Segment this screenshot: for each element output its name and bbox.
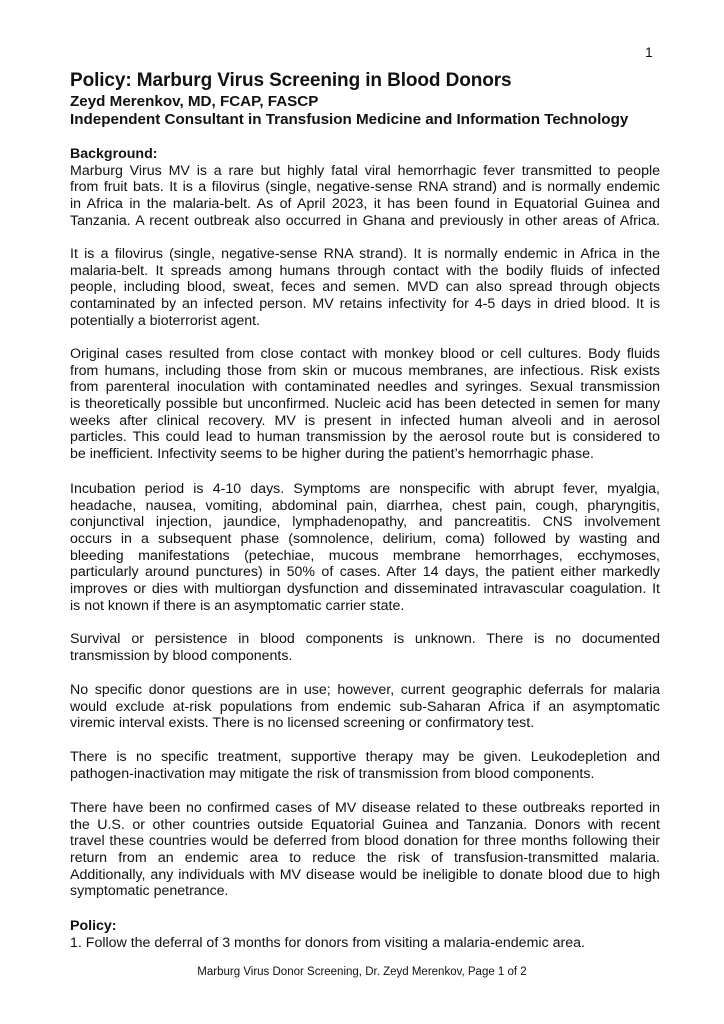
background-section (70, 146, 660, 229)
paragraph-original-cases (70, 346, 660, 463)
text-line: weeks after clinical recovery. MV is present in infected human alveoli and in aerosol (70, 412, 660, 429)
text-line: travel these countries would be deferred from blood donation for three months following their (70, 833, 660, 850)
text-line: would exclude at-risk populations from endemic sub-Saharan Africa if an asymptomatic (70, 698, 660, 715)
page-footer: Marburg Virus Donor Screening, Dr. Zeyd Merenkov, Page 1 of 2 (197, 966, 527, 978)
text-line: malaria-belt. It spreads among humans through contact with the bodily fluids of infected (70, 262, 660, 279)
policy-item: 1. Follow the deferral of 3 months for donors from visiting a malaria-endemic area. (70, 934, 585, 951)
text-line: from humans, including those from skin or mucous membranes, are infectious. Risk exists (70, 362, 660, 379)
text-line: people, including blood, sweat, feces and semen. MVD can also spread through objects (70, 279, 660, 296)
text-line: from parenteral inoculation with contaminated needles and syringes. Sexual transmission (70, 379, 660, 396)
document-title: Policy: Marburg Virus Screening in Blood Donors (70, 70, 512, 91)
text-line: transmission by blood components. (70, 647, 293, 664)
text-line: bleeding manifestations (petechiae, mucous membrane hemorrhages, ecchymoses, (70, 547, 660, 564)
text-line: headache, nausea, vomiting, abdominal pain, diarrhea, chest pain, cough, pharyngitis, (70, 497, 660, 514)
paragraph-donor-questions (70, 682, 660, 732)
text-line: There is no specific treatment, supportive therapy may be given. Leukodepletion and (70, 749, 660, 765)
text-line: Additionally, any individuals with MV disease would be ineligible to donate blood due to high (70, 866, 660, 883)
text-line: conjunctival injection, jaundice, lymphadenopathy, and pancreatitis. CNS involvement (70, 514, 660, 531)
text-line: is not known if there is an asymptomatic carrier state. (70, 597, 405, 614)
text-line: contaminated by an infected person. MV retains infectivity for 4-5 days in dried blood. It is (70, 296, 660, 313)
text-line: Original cases resulted from close contact with monkey blood or cell cultures. Body fluids (70, 346, 660, 362)
page-number: 1 (645, 44, 653, 60)
affiliation-line: Independent Consultant in Transfusion Medicine and Information Technology (70, 111, 629, 128)
author-line: Zeyd Merenkov, MD, FCAP, FASCP (70, 93, 319, 110)
text-line: symptomatic penetrance. (70, 883, 229, 900)
policy-heading: Policy: (70, 918, 117, 934)
text-line: particles. This could lead to human transmission by the aerosol route but is considered to (70, 429, 660, 446)
text-line: is theoretically possible but unconfirmed. Nucleic acid has been detected in semen for many (70, 396, 660, 413)
text-line: from fruit bats. It is a filovirus (single, negative-sense RNA strand) and is normally endemic (70, 179, 660, 196)
paragraph-survival (70, 631, 660, 664)
paragraph-transmission (70, 246, 660, 329)
paragraph-incubation (70, 481, 660, 615)
text-line: It is a filovirus (single, negative-sense RNA strand). It is normally endemic in Africa in the (70, 246, 660, 262)
text-line: be inefficient. Infectivity seems to be higher during the patient’s hemorrhagic phase. (70, 446, 594, 463)
text-line: return from an endemic area to reduce the risk of transfusion-transmitted malaria. (70, 850, 660, 867)
text-line: Survival or persistence in blood components is unknown. There is no documented (70, 631, 660, 647)
text-line: the U.S. or other countries outside Equatorial Guinea and Tanzania. Donors with recent (70, 816, 660, 833)
text-line: Incubation period is 4-10 days. Symptoms are nonspecific with abrupt fever, myalgia, (70, 481, 660, 497)
text-line: There have been no confirmed cases of MV disease related to these outbreaks reported in (70, 800, 660, 816)
text-line: viremic interval exists. There is no licensed screening or confirmatory test. (70, 715, 535, 732)
text-line: No specific donor questions are in use; however, current geographic deferrals for malaria (70, 682, 660, 698)
text-line: occurs in a subsequent phase (somnolence, delirium, coma) followed by wasting and (70, 531, 660, 548)
paragraph-treatment (70, 749, 660, 782)
text-line: potentially a bioterrorist agent. (70, 312, 261, 329)
text-line: pathogen-inactivation may mitigate the risk of transmission from blood components. (70, 765, 595, 782)
text-line: Marburg Virus MV is a rare but highly fatal viral hemorrhagic fever transmitted to people (70, 162, 660, 179)
paragraph-no-cases (70, 800, 660, 900)
text-line: in Africa in the malaria-belt. As of April 2023, it has been found in Equatorial Guinea and (70, 196, 660, 213)
text-line: improves or dies with multiorgan dysfunction and disseminated intravascular coagulation. It (70, 581, 660, 598)
policy-section (70, 918, 660, 951)
background-heading: Background: (70, 146, 158, 162)
text-line: particularly around punctures) in 50% of cases. After 14 days, the patient either markedly (70, 564, 660, 581)
text-line: Tanzania. A recent outbreak also occurred in Ghana and previously in other areas of Africa. (70, 212, 660, 229)
